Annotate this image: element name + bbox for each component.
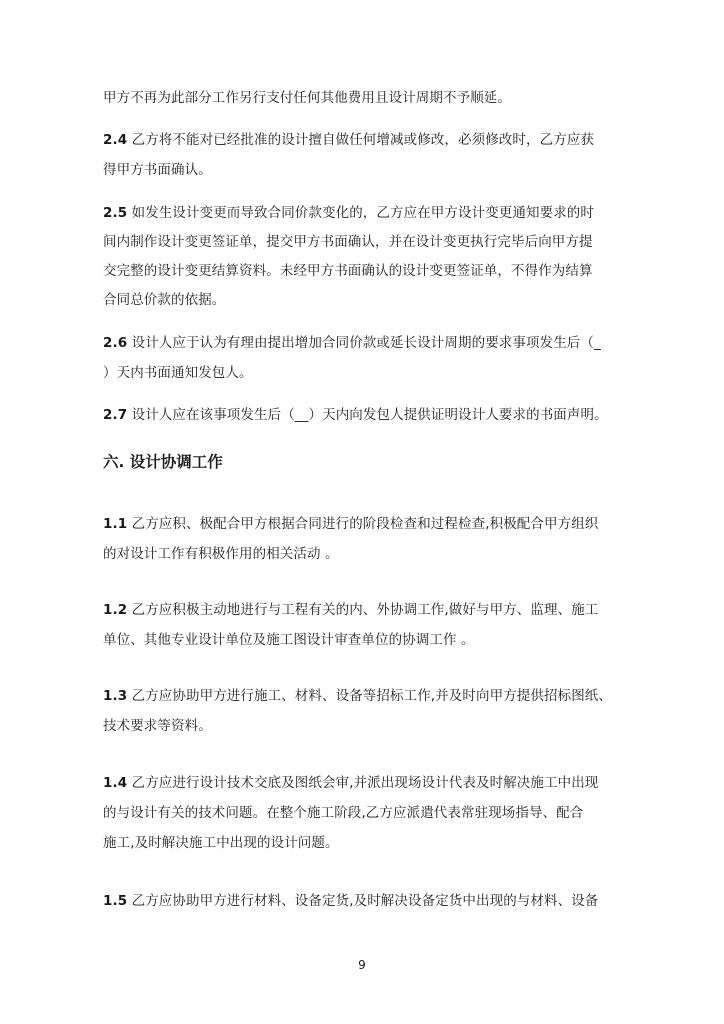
text-line: 的与设计有关的技术问题。在整个施工阶段,乙方应派遣代表常驻现场指导、配合 (103, 805, 584, 821)
clause-number: 2.4 (103, 132, 128, 148)
clause-2-4: 2.4 乙方将不能对已经批准的设计擅自做任何增减或修改，必须修改时，乙方应获 (103, 132, 595, 148)
clause-number: 1.3 (103, 688, 128, 704)
clause-number: 1.1 (103, 516, 128, 532)
clause-number: 1.5 (103, 893, 128, 909)
text-line: 交完整的设计变更结算资料。未经甲方书面确认的设计变更签证单，不得作为结算 (103, 263, 593, 279)
section-heading: 六. 设计协调工作 (103, 453, 223, 471)
clause-number: 2.7 (103, 407, 128, 423)
text-line: 技术要求等资料。 (103, 718, 212, 734)
text-line: 的对设计工作有积极作用的相关活动 。 (103, 546, 339, 562)
clause-number: 2.5 (103, 205, 128, 221)
text-line: 合同总价款的依据。 (103, 292, 226, 308)
clause-1-4: 1.4 乙方应进行设计技术交底及图纸会审,并派出现场设计代表及时解决施工中出现 (103, 775, 599, 791)
text-line: 施工,及时解决施工中出现的设计问题。 (103, 835, 339, 851)
text-line: 单位、其他专业设计单位及施工图设计审查单位的协调工作 。 (103, 632, 475, 648)
clause-1-3: 1.3 乙方应协助甲方进行施工、材料、设备等招标工作,并及时向甲方提供招标图纸、 (103, 688, 612, 704)
clause-2-5: 2.5 如发生设计变更而导致合同价款变化的，乙方应在甲方设计变更通知要求的时 (103, 205, 595, 221)
clause-1-2: 1.2 乙方应积极主动地进行与工程有关的内、外协调工作,做好与甲方、监理、施工 (103, 602, 599, 618)
text-line: 甲方不再为此部分工作另行支付任何其他费用且设计周期不予顺延。 (103, 90, 511, 106)
clause-1-1: 1.1 乙方应积、极配合甲方根据合同进行的阶段检查和过程检查,积极配合甲方组织 (103, 516, 599, 532)
clause-1-5: 1.5 乙方应协助甲方进行材料、设备定货,及时解决设备定货中出现的与材料、设备 (103, 893, 599, 909)
clause-2-6: 2.6 设计人应于认为有理由提出增加合同价款或延长设计周期的要求事项发生后（_ (103, 335, 601, 351)
clause-number: 1.4 (103, 775, 128, 791)
text-line: 间内制作设计变更签证单，提交甲方书面确认，并在设计变更执行完毕后向甲方提 (103, 234, 593, 250)
page-number: 9 (358, 958, 366, 972)
clause-2-7: 2.7 设计人应在该事项发生后（__）天内向发包人提供证明设计人要求的书面声明。 (103, 407, 608, 423)
clause-number: 1.2 (103, 602, 128, 618)
text-line: ）天内书面通知发包人。 (103, 365, 253, 381)
clause-number: 2.6 (103, 335, 128, 351)
text-line: 得甲方书面确认。 (103, 162, 212, 178)
